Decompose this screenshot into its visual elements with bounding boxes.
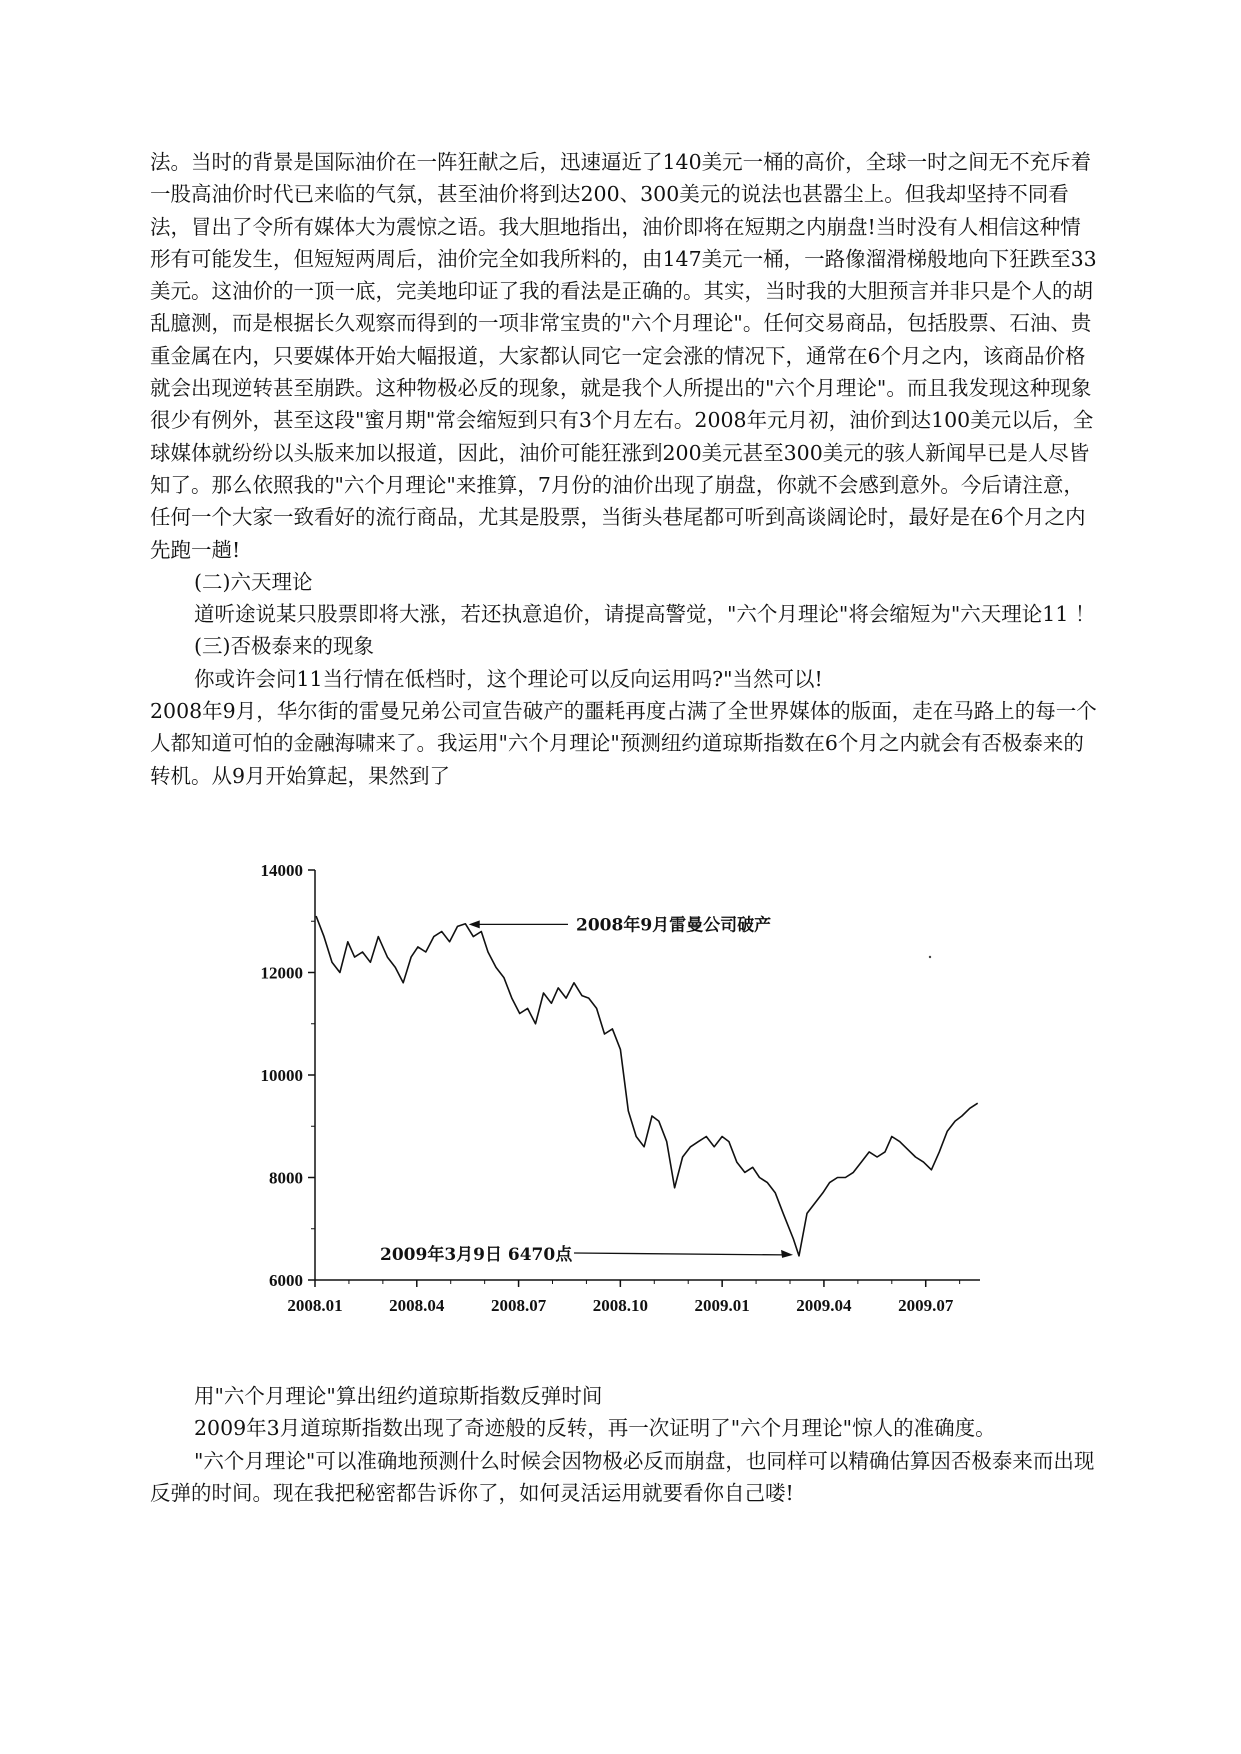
y-tick-label: 12000 <box>260 963 303 983</box>
x-tick-label: 2008.10 <box>592 1296 648 1315</box>
annotation-arrow-head <box>469 920 480 928</box>
y-tick-label: 10000 <box>260 1066 303 1085</box>
x-tick-label: 2009.07 <box>898 1296 954 1315</box>
x-tick-label: 2009.01 <box>694 1296 750 1315</box>
annotation-bottom: 2009年3月9日 6470点 <box>380 1245 573 1265</box>
x-tick-label: 2008.04 <box>389 1296 445 1315</box>
body-text-top <box>150 146 1098 792</box>
chart-svg <box>228 850 1008 1330</box>
y-tick-label: 8000 <box>269 1168 303 1188</box>
body-text-bottom <box>150 1380 1098 1509</box>
paragraph: 法。当时的背景是国际油价在一阵狂献之后，迅速逼近了140美元一桶的高价，全球一时之间无不充斥着一股高油价时代已来临的气氛，甚至油价将到达200、300美元的说法也甚嚣尘上。但我却坚持不同看法，冒出了令所有媒体大为震惊之语。我大胆地指出，油价即将在短期之内崩盘!当时没有人相信这种情形有可能发生，但短短两周后，油价完全如我所料的，由147美元一桶，一路像溜滑梯般地向下狂跌至33美元。这油价的一顶一底，完美地印证了我的看法是正确的。其实，当时我的大胆预言并非只是个人的胡乱臆测，而是根据长久观察而得到的一项非常宝贵的"六个月理论"。任何交易商品，包括股票、石油、贵重金属在内，只要媒体开始大幅报道，大家都认同它一定会涨的情况下，通常在6个月之内，该商品价格就会出现逆转甚至崩跌。这种物极必反的现象，就是我个人所提出的"六个月理论"。而且我发现这种现象很少有例外，甚至这段"蜜月期"常会缩短到只有3个月左右。2008年元月初，油价到达100美元以后，全球媒体就纷纷以头版来加以报道，因此，油价可能狂涨到200美元甚至300美元的骇人新闻早已是人尽皆知了。那么依照我的"六个月理论"来推算，7月份的油价出现了崩盘，你就不会感到意外。今后请注意，任何一个大家一致看好的流行商品，尤其是股票，当街头巷尾都可听到高谈阔论时，最好是在6个月之内先跑一趟! <box>150 150 1097 562</box>
paragraph: 道听途说某只股票即将大涨，若还执意追价，请提高警觉，"六个月理论"将会缩短为"六天理论11 ！ <box>194 602 1096 627</box>
x-tick-label: 2008.01 <box>287 1296 343 1315</box>
scan-speck <box>929 956 931 958</box>
paragraph: 你或许会问11当行情在低档时，这个理论可以反向运用吗?"当然可以! <box>194 666 823 691</box>
annotation-lehman: 2008年9月雷曼公司破产 <box>576 915 772 936</box>
y-tick-label: 6000 <box>269 1271 303 1290</box>
annotation-arrow-head <box>781 1250 793 1258</box>
x-tick-label: 2008.07 <box>490 1296 547 1315</box>
figure-caption: 用"六个月理论"算出纽约道琼斯指数反弹时间 <box>194 1384 603 1408</box>
x-tick-label: 2009.04 <box>796 1296 852 1315</box>
paragraph: 2008年9月，华尔街的雷曼兄弟公司宣告破产的噩耗再度占满了全世界媒体的版面，走在马路上的每一个人都知道可怕的金融海啸来了。我运用"六个月理论"预测纽约道琼斯指数在6个月之内就会有否极泰来的转机。从9月开始算起，果然到了 <box>150 699 1097 788</box>
paragraph: 2009年3月道琼斯指数出现了奇迹般的反转，再一次证明了"六个月理论"惊人的准确度。 <box>194 1416 996 1441</box>
paragraph: "六个月理论"可以准确地预测什么时候会因物极必反而崩盘，也同样可以精确估算因否极泰来而出现反弹的时间。现在我把秘密都告诉你了，如何灵活运用就要看你自己喽! <box>150 1448 1095 1505</box>
series-line <box>316 916 978 1256</box>
annotation-arrow-line <box>574 1253 785 1255</box>
dow-jones-chart <box>228 850 1008 1330</box>
section-heading: (三)否极泰来的现象 <box>194 634 374 659</box>
y-tick-label: 14000 <box>260 861 303 880</box>
section-heading: (二)六天理论 <box>194 569 313 594</box>
